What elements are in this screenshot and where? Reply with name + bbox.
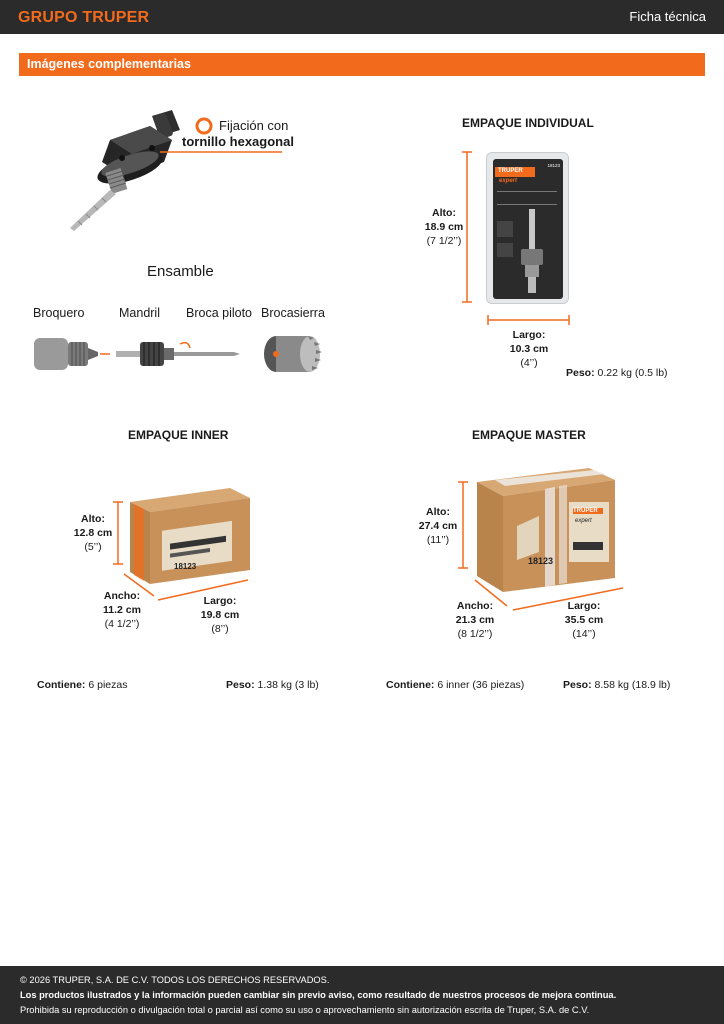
inner-largo-label: Largo: [203, 595, 237, 607]
truper-logo: GRUPO TRUPER [18, 9, 150, 26]
individual-alto-cm: 18.9 cm [424, 221, 464, 233]
callout-underline [160, 150, 285, 154]
inner-box-illustration [110, 484, 260, 604]
blister-package [486, 152, 569, 304]
empaque-inner-title: EMPAQUE INNER [128, 428, 229, 442]
callout-line-2: tornillo hexagonal [182, 134, 294, 149]
master-largo-cm: 35.5 cm [564, 614, 604, 626]
master-alto [413, 505, 463, 547]
page-header [0, 0, 724, 34]
inner-alto-label: Alto: [81, 513, 105, 525]
master-largo [556, 599, 612, 641]
empaque-master-title: EMPAQUE MASTER [472, 428, 586, 442]
master-peso-value: 8.58 kg (18.9 lb) [594, 679, 671, 691]
individual-peso-value: 0.22 kg (0.5 lb) [597, 367, 668, 379]
mandrel-illustration [60, 100, 200, 240]
blister-mandrel-icon [515, 207, 549, 297]
blister-size-badge-2 [497, 243, 513, 257]
master-alto-cm: 27.4 cm [418, 520, 458, 532]
individual-largo [500, 328, 558, 370]
individual-largo-cm: 10.3 cm [509, 343, 549, 355]
master-box-illustration [455, 462, 630, 618]
assembly-label-mandril: Mandril [119, 306, 160, 320]
inner-alto [68, 512, 118, 554]
inner-ancho-label: Ancho: [103, 590, 141, 602]
inner-peso [226, 679, 319, 691]
master-ancho [448, 599, 502, 641]
master-largo-in: (14’’) [572, 628, 596, 640]
individual-alto-label: Alto: [432, 207, 456, 219]
individual-width-dimension-line [486, 314, 572, 326]
master-box-line: expert [575, 518, 592, 524]
empaque-individual-title: EMPAQUE INDIVIDUAL [462, 116, 594, 130]
master-box-code: 18123 [528, 556, 554, 566]
assembly-label-broca-piloto: Broca piloto [186, 306, 253, 320]
inner-ancho-cm: 11.2 cm [103, 604, 141, 616]
blister-code: 18123 [547, 163, 560, 168]
blister-card [493, 159, 563, 299]
master-ancho-in: (8 1/2’’) [457, 628, 493, 640]
master-contiene-label: Contiene: [386, 679, 435, 691]
individual-largo-in: (4’’) [520, 357, 538, 369]
callout-line-1: Fijación con [219, 118, 289, 133]
inner-contiene [37, 679, 127, 691]
inner-peso-value: 1.38 kg (3 lb) [257, 679, 319, 691]
blister-brand-band [495, 167, 535, 177]
master-box-brand: TRUPER [573, 508, 598, 514]
master-peso [563, 679, 670, 691]
assembly-illustration [30, 330, 330, 380]
inner-box-code: 18123 [174, 562, 197, 571]
individual-alto [416, 206, 472, 248]
assembly-title: Ensamble [147, 263, 214, 280]
document-type: Ficha técnica [629, 9, 706, 24]
assembly-label-brocasierra: Brocasierra [261, 306, 325, 320]
blister-size-badge [497, 221, 513, 237]
master-peso-label: Peso: [563, 679, 592, 691]
section-title: Imágenes complementarias [27, 57, 191, 71]
inner-largo-in: (8’’) [211, 623, 229, 635]
page-footer [0, 966, 724, 1024]
footer-notice: Los productos ilustrados y la información pueden cambiar sin previo aviso, como resultado de nuestros procesos de mejora continua. [20, 990, 617, 1000]
section-title-bar [19, 53, 705, 76]
inner-contiene-label: Contiene: [37, 679, 86, 691]
inner-largo [192, 594, 248, 636]
callout-ring-icon [194, 116, 214, 136]
blister-brand: TRUPER [498, 168, 523, 174]
individual-peso [566, 367, 668, 379]
master-ancho-cm: 21.3 cm [455, 614, 495, 626]
footer-prohibition: Prohibida su reproducción o divulgación total o parcial así como su uso o aprovechamiento sin autorización escrita de Truper, S.A. de C.V. [20, 1005, 590, 1015]
inner-ancho-in: (4 1/2’’) [104, 618, 140, 630]
master-contiene-value: 6 inner (36 piezas) [437, 679, 525, 691]
inner-ancho [96, 589, 148, 631]
master-alto-label: Alto: [426, 506, 450, 518]
assembly-label-broquero: Broquero [33, 306, 85, 320]
inner-peso-label: Peso: [226, 679, 255, 691]
inner-alto-cm: 12.8 cm [73, 527, 113, 539]
inner-largo-cm: 19.8 cm [200, 609, 240, 621]
individual-alto-in: (7 1/2’’) [426, 235, 462, 247]
master-contiene [386, 679, 524, 691]
master-ancho-label: Ancho: [456, 600, 494, 612]
individual-largo-label: Largo: [512, 329, 546, 341]
inner-alto-in: (5’’) [84, 541, 102, 553]
master-largo-label: Largo: [567, 600, 601, 612]
inner-contiene-value: 6 piezas [88, 679, 128, 691]
footer-copyright: © 2026 TRUPER, S.A. DE C.V. TODOS LOS DERECHOS RESERVADOS. [20, 975, 330, 985]
blister-line: expert [499, 178, 518, 184]
blister-text-block [497, 191, 557, 205]
master-alto-in: (11’’) [426, 534, 450, 546]
individual-peso-label: Peso: [566, 367, 595, 379]
